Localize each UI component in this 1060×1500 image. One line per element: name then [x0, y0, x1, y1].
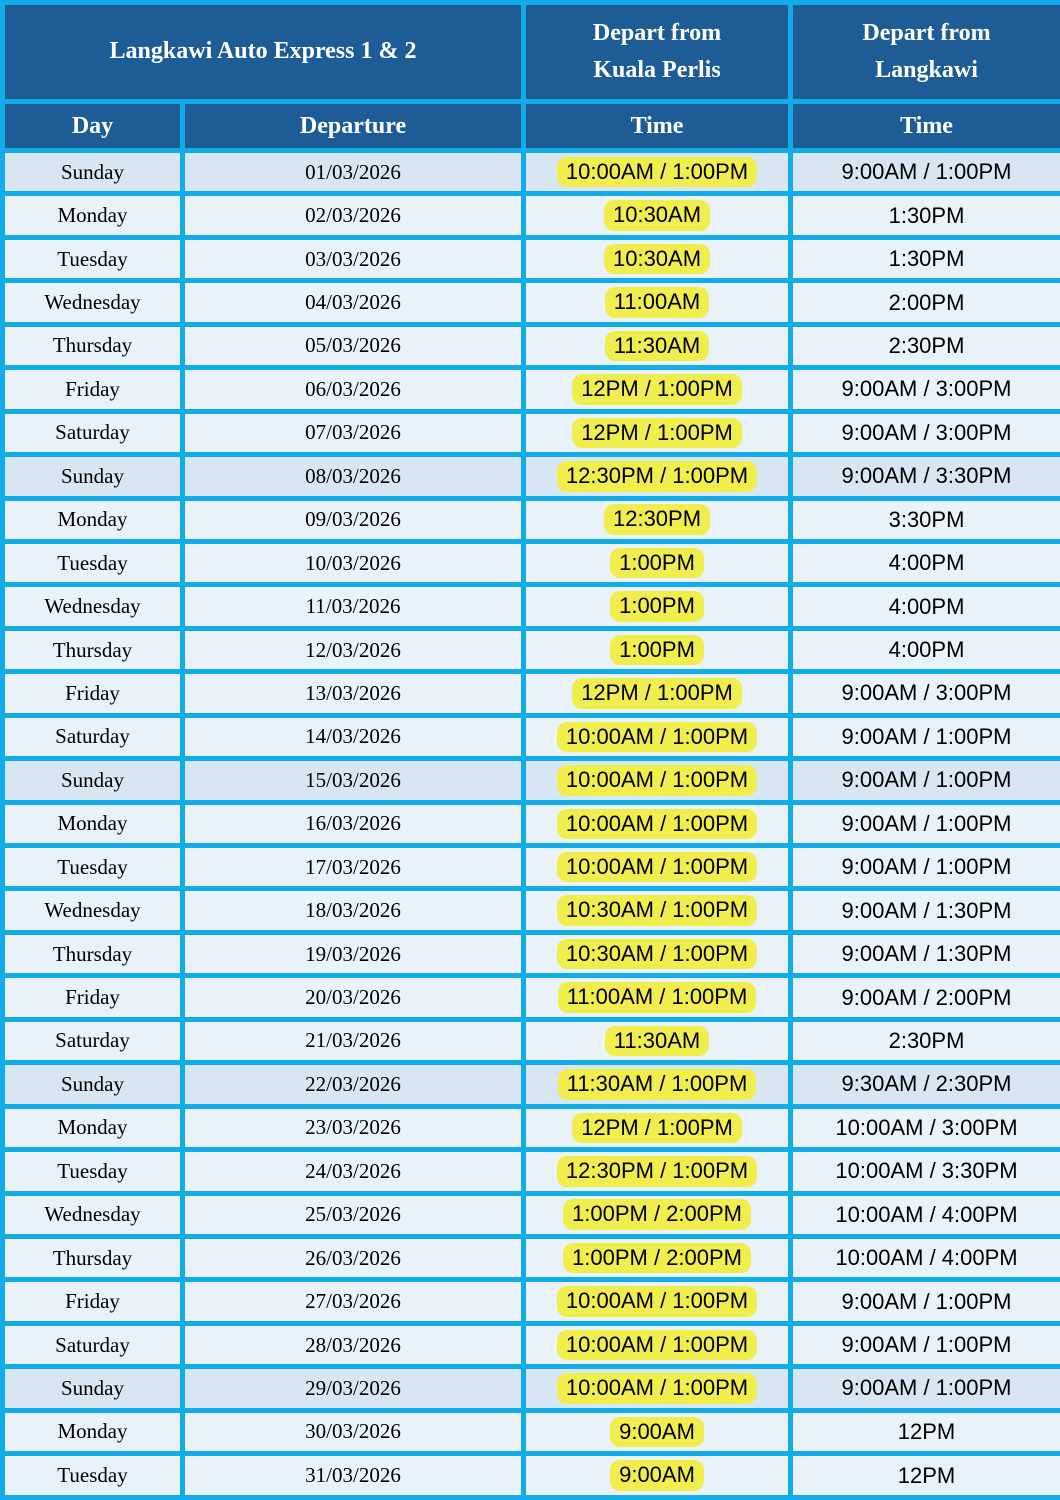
day-cell: Saturday [3, 1019, 183, 1062]
highlighted-time: 10:30AM / 1:00PM [557, 895, 757, 926]
kuala-perlis-time-cell [524, 368, 791, 411]
highlighted-time: 10:00AM / 1:00PM [557, 157, 757, 188]
col-header-time-kuala-perlis: Time [524, 102, 791, 151]
kuala-perlis-time-cell [524, 1063, 791, 1106]
col-header-departure: Departure [183, 102, 524, 151]
table-row [3, 541, 1060, 584]
langkawi-time-cell: 12PM [791, 1454, 1060, 1498]
kuala-perlis-label: Kuala Perlis [593, 57, 721, 83]
highlighted-time: 10:00AM / 1:00PM [557, 1330, 757, 1361]
highlighted-time: 10:00AM / 1:00PM [557, 809, 757, 840]
table-row [3, 1019, 1060, 1062]
table-row [3, 1150, 1060, 1193]
highlighted-time: 12:30PM / 1:00PM [557, 461, 757, 492]
departure-date-cell: 09/03/2026 [183, 498, 524, 541]
langkawi-time-cell: 9:00AM / 3:30PM [791, 455, 1060, 498]
day-cell: Friday [3, 1280, 183, 1323]
highlighted-time: 10:00AM / 1:00PM [557, 852, 757, 883]
departure-date-cell: 08/03/2026 [183, 455, 524, 498]
kuala-perlis-time-cell [524, 237, 791, 280]
departure-date-cell: 11/03/2026 [183, 585, 524, 628]
langkawi-time-cell: 9:00AM / 3:00PM [791, 411, 1060, 454]
highlighted-time: 10:00AM / 1:00PM [557, 765, 757, 796]
highlighted-time: 12PM / 1:00PM [572, 678, 742, 709]
day-cell: Sunday [3, 151, 183, 194]
table-row [3, 498, 1060, 541]
departure-date-cell: 19/03/2026 [183, 932, 524, 975]
departure-date-cell: 17/03/2026 [183, 846, 524, 889]
day-cell: Saturday [3, 1323, 183, 1366]
col-header-depart-langkawi [791, 3, 1060, 102]
day-cell: Sunday [3, 1063, 183, 1106]
kuala-perlis-time-cell [524, 455, 791, 498]
table-row [3, 1323, 1060, 1366]
header-row-main [3, 3, 1060, 102]
table-row [3, 281, 1060, 324]
kuala-perlis-time-cell [524, 1454, 791, 1498]
day-cell: Wednesday [3, 889, 183, 932]
day-cell: Sunday [3, 1367, 183, 1410]
highlighted-time: 11:00AM [605, 287, 709, 318]
table-row [3, 932, 1060, 975]
table-row [3, 846, 1060, 889]
departure-date-cell: 18/03/2026 [183, 889, 524, 932]
departure-date-cell: 26/03/2026 [183, 1236, 524, 1279]
day-cell: Friday [3, 672, 183, 715]
table-row [3, 237, 1060, 280]
kuala-perlis-time-cell [524, 759, 791, 802]
day-cell: Wednesday [3, 1193, 183, 1236]
langkawi-time-cell: 2:30PM [791, 1019, 1060, 1062]
table-row [3, 1063, 1060, 1106]
kuala-perlis-time-cell [524, 976, 791, 1019]
langkawi-time-cell: 9:00AM / 1:00PM [791, 1280, 1060, 1323]
departure-date-cell: 16/03/2026 [183, 802, 524, 845]
langkawi-time-cell: 4:00PM [791, 585, 1060, 628]
departure-date-cell: 31/03/2026 [183, 1454, 524, 1498]
table-row [3, 715, 1060, 758]
langkawi-time-cell: 9:00AM / 2:00PM [791, 976, 1060, 1019]
kuala-perlis-time-cell [524, 1323, 791, 1366]
langkawi-time-cell: 9:00AM / 1:00PM [791, 1367, 1060, 1410]
langkawi-time-cell: 9:00AM / 1:00PM [791, 715, 1060, 758]
highlighted-time: 1:00PM [610, 591, 704, 622]
kuala-perlis-time-cell [524, 846, 791, 889]
table-row [3, 1106, 1060, 1149]
day-cell: Tuesday [3, 541, 183, 584]
kuala-perlis-time-cell [524, 628, 791, 671]
departure-date-cell: 29/03/2026 [183, 1367, 524, 1410]
kuala-perlis-time-cell [524, 1193, 791, 1236]
departure-date-cell: 01/03/2026 [183, 151, 524, 194]
table-title: Langkawi Auto Express 1 & 2 [3, 3, 524, 102]
departure-date-cell: 10/03/2026 [183, 541, 524, 584]
table-row [3, 1236, 1060, 1279]
highlighted-time: 10:30AM [604, 200, 710, 231]
table-row [3, 455, 1060, 498]
departure-date-cell: 22/03/2026 [183, 1063, 524, 1106]
day-cell: Saturday [3, 411, 183, 454]
highlighted-time: 12PM / 1:00PM [572, 374, 742, 405]
departure-date-cell: 24/03/2026 [183, 1150, 524, 1193]
table-row [3, 194, 1060, 237]
highlighted-time: 1:00PM / 2:00PM [563, 1243, 751, 1274]
highlighted-time: 10:00AM / 1:00PM [557, 1373, 757, 1404]
langkawi-time-cell: 10:00AM / 3:30PM [791, 1150, 1060, 1193]
day-cell: Tuesday [3, 1150, 183, 1193]
table-row [3, 759, 1060, 802]
highlighted-time: 11:30AM [605, 1026, 709, 1057]
departure-date-cell: 12/03/2026 [183, 628, 524, 671]
departure-date-cell: 14/03/2026 [183, 715, 524, 758]
langkawi-time-cell: 10:00AM / 4:00PM [791, 1236, 1060, 1279]
kuala-perlis-time-cell [524, 932, 791, 975]
langkawi-time-cell: 2:00PM [791, 281, 1060, 324]
highlighted-time: 12PM / 1:00PM [572, 418, 742, 449]
day-cell: Monday [3, 802, 183, 845]
highlighted-time: 11:00AM / 1:00PM [558, 982, 757, 1013]
highlighted-time: 11:30AM / 1:00PM [558, 1069, 757, 1100]
langkawi-time-cell: 10:00AM / 3:00PM [791, 1106, 1060, 1149]
langkawi-time-cell: 9:00AM / 3:00PM [791, 672, 1060, 715]
highlighted-time: 9:00AM [610, 1417, 704, 1448]
day-cell: Tuesday [3, 237, 183, 280]
highlighted-time: 12PM / 1:00PM [572, 1113, 742, 1144]
schedule-body [3, 151, 1060, 1498]
langkawi-time-cell: 9:00AM / 1:30PM [791, 889, 1060, 932]
table-row [3, 628, 1060, 671]
kuala-perlis-time-cell [524, 324, 791, 367]
table-row [3, 1454, 1060, 1498]
langkawi-time-cell: 1:30PM [791, 237, 1060, 280]
departure-date-cell: 03/03/2026 [183, 237, 524, 280]
langkawi-time-cell: 4:00PM [791, 628, 1060, 671]
highlighted-time: 1:00PM / 2:00PM [563, 1199, 751, 1230]
day-cell: Sunday [3, 455, 183, 498]
depart-from-label: Depart from [862, 19, 991, 46]
departure-date-cell: 20/03/2026 [183, 976, 524, 1019]
day-cell: Tuesday [3, 1454, 183, 1498]
departure-date-cell: 25/03/2026 [183, 1193, 524, 1236]
kuala-perlis-time-cell [524, 541, 791, 584]
table-row [3, 802, 1060, 845]
departure-date-cell: 15/03/2026 [183, 759, 524, 802]
table-row [3, 324, 1060, 367]
kuala-perlis-time-cell [524, 281, 791, 324]
kuala-perlis-time-cell [524, 1236, 791, 1279]
highlighted-time: 9:00AM [610, 1460, 704, 1491]
kuala-perlis-time-cell [524, 1410, 791, 1453]
table-row [3, 976, 1060, 1019]
table-row [3, 889, 1060, 932]
header-row-sub [3, 102, 1060, 151]
kuala-perlis-time-cell [524, 1367, 791, 1410]
highlighted-time: 1:00PM [610, 635, 704, 666]
langkawi-time-cell: 9:00AM / 3:00PM [791, 368, 1060, 411]
col-header-time-langkawi: Time [791, 102, 1060, 151]
day-cell: Thursday [3, 932, 183, 975]
highlighted-time: 12:30PM [604, 504, 710, 535]
table-row [3, 672, 1060, 715]
langkawi-label: Langkawi [875, 57, 978, 83]
kuala-perlis-time-cell [524, 1280, 791, 1323]
departure-date-cell: 13/03/2026 [183, 672, 524, 715]
table-row [3, 151, 1060, 194]
departure-date-cell: 21/03/2026 [183, 1019, 524, 1062]
day-cell: Thursday [3, 1236, 183, 1279]
kuala-perlis-time-cell [524, 1150, 791, 1193]
table-row [3, 1410, 1060, 1453]
table-row [3, 1280, 1060, 1323]
departure-date-cell: 23/03/2026 [183, 1106, 524, 1149]
day-cell: Friday [3, 368, 183, 411]
langkawi-time-cell: 9:00AM / 1:00PM [791, 846, 1060, 889]
langkawi-time-cell: 2:30PM [791, 324, 1060, 367]
highlighted-time: 10:30AM / 1:00PM [557, 939, 757, 970]
day-cell: Monday [3, 498, 183, 541]
highlighted-time: 11:30AM [605, 331, 709, 362]
langkawi-time-cell: 12PM [791, 1410, 1060, 1453]
day-cell: Friday [3, 976, 183, 1019]
langkawi-time-cell: 9:00AM / 1:00PM [791, 1323, 1060, 1366]
langkawi-time-cell: 3:30PM [791, 498, 1060, 541]
day-cell: Monday [3, 194, 183, 237]
highlighted-time: 10:00AM / 1:00PM [557, 1286, 757, 1317]
table-row [3, 585, 1060, 628]
day-cell: Thursday [3, 628, 183, 671]
langkawi-time-cell: 9:00AM / 1:00PM [791, 151, 1060, 194]
table-row [3, 1367, 1060, 1410]
kuala-perlis-time-cell [524, 498, 791, 541]
depart-from-label: Depart from [592, 19, 722, 46]
day-cell: Wednesday [3, 281, 183, 324]
table-row [3, 411, 1060, 454]
kuala-perlis-time-cell [524, 194, 791, 237]
day-cell: Sunday [3, 759, 183, 802]
langkawi-time-cell: 4:00PM [791, 541, 1060, 584]
day-cell: Tuesday [3, 846, 183, 889]
kuala-perlis-time-cell [524, 1106, 791, 1149]
departure-date-cell: 28/03/2026 [183, 1323, 524, 1366]
departure-date-cell: 06/03/2026 [183, 368, 524, 411]
kuala-perlis-time-cell [524, 802, 791, 845]
highlighted-time: 10:30AM [604, 244, 710, 275]
departure-date-cell: 27/03/2026 [183, 1280, 524, 1323]
kuala-perlis-time-cell [524, 889, 791, 932]
day-cell: Wednesday [3, 585, 183, 628]
table-row [3, 1193, 1060, 1236]
table-row [3, 368, 1060, 411]
departure-date-cell: 04/03/2026 [183, 281, 524, 324]
departure-date-cell: 02/03/2026 [183, 194, 524, 237]
highlighted-time: 10:00AM / 1:00PM [557, 722, 757, 753]
day-cell: Thursday [3, 324, 183, 367]
highlighted-time: 12:30PM / 1:00PM [557, 1156, 757, 1187]
kuala-perlis-time-cell [524, 672, 791, 715]
day-cell: Saturday [3, 715, 183, 758]
langkawi-time-cell: 10:00AM / 4:00PM [791, 1193, 1060, 1236]
col-header-depart-kuala-perlis [524, 3, 791, 102]
kuala-perlis-time-cell [524, 585, 791, 628]
kuala-perlis-time-cell [524, 151, 791, 194]
langkawi-time-cell: 9:00AM / 1:30PM [791, 932, 1060, 975]
langkawi-time-cell: 9:30AM / 2:30PM [791, 1063, 1060, 1106]
departure-date-cell: 05/03/2026 [183, 324, 524, 367]
langkawi-time-cell: 9:00AM / 1:00PM [791, 759, 1060, 802]
departure-date-cell: 07/03/2026 [183, 411, 524, 454]
kuala-perlis-time-cell [524, 715, 791, 758]
langkawi-time-cell: 9:00AM / 1:00PM [791, 802, 1060, 845]
langkawi-time-cell: 1:30PM [791, 194, 1060, 237]
kuala-perlis-time-cell [524, 411, 791, 454]
departure-date-cell: 30/03/2026 [183, 1410, 524, 1453]
col-header-day: Day [3, 102, 183, 151]
day-cell: Monday [3, 1106, 183, 1149]
highlighted-time: 1:00PM [610, 548, 704, 579]
day-cell: Monday [3, 1410, 183, 1453]
kuala-perlis-time-cell [524, 1019, 791, 1062]
